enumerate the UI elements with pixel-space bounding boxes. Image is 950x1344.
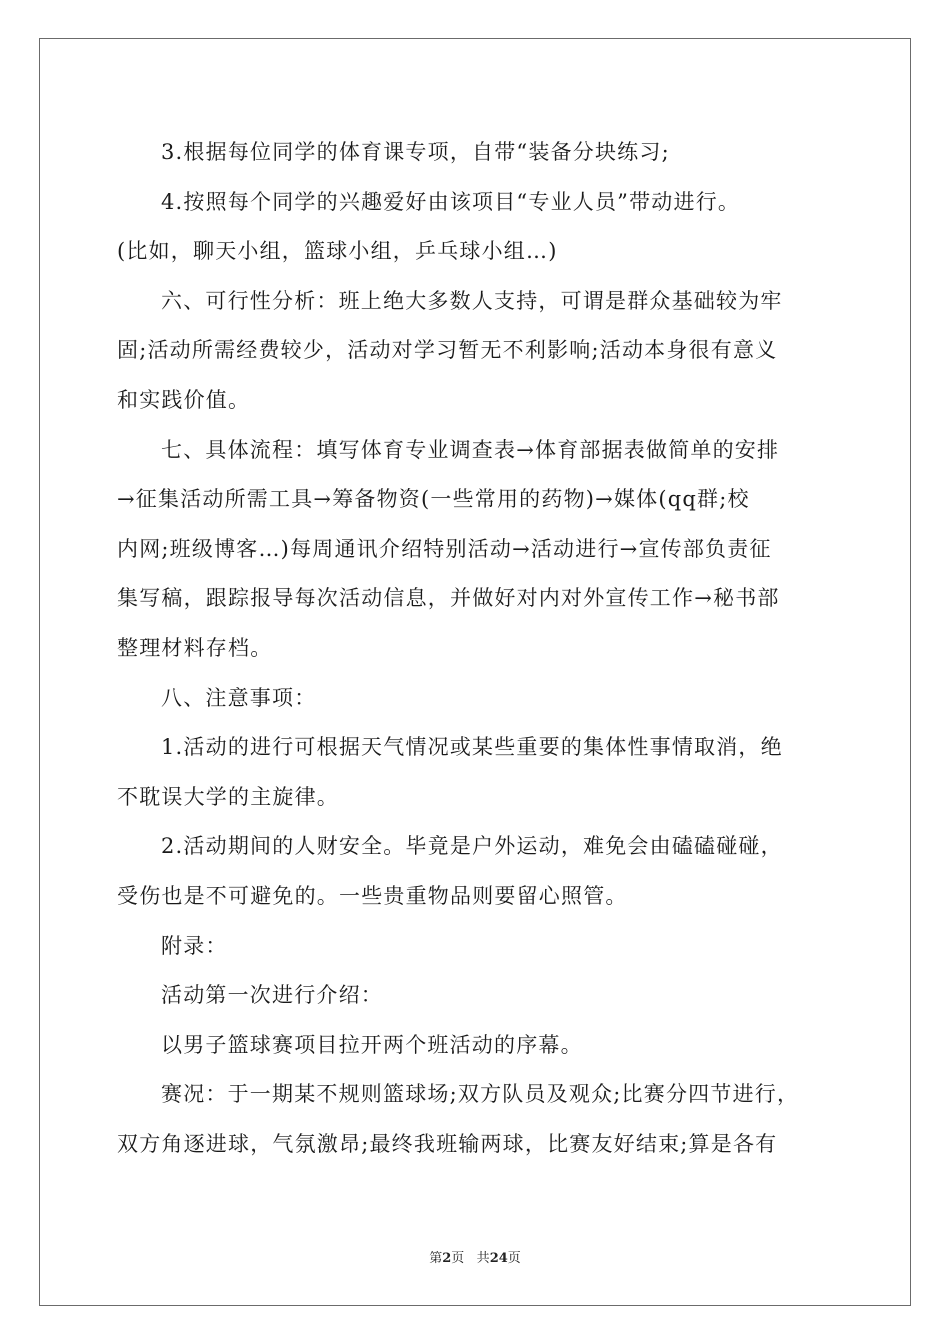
page-label-prefix: 第 <box>429 1251 443 1266</box>
current-page-number: 2 <box>442 1251 452 1266</box>
body-line: 不耽误大学的主旋律。 <box>117 784 339 809</box>
body-line: 3.根据每位同学的体育课专项，自带“装备分块练习; <box>161 140 670 164</box>
body-line: (比如，聊天小组，篮球小组，乒乓球小组…) <box>117 239 558 264</box>
body-line: 七、具体流程：填写体育专业调查表→体育部据表做简单的安排 <box>161 437 780 462</box>
body-line: 和实践价值。 <box>117 387 251 412</box>
body-line: 1.活动的进行可根据天气情况或某些重要的集体性事情取消，绝 <box>161 735 783 760</box>
total-page-count: 24 <box>489 1251 508 1266</box>
body-line: 受伤也是不可避免的。一些贵重物品则要留心照管。 <box>117 883 628 908</box>
body-line: 活动第一次进行介绍： <box>161 983 383 1008</box>
body-line: 六、可行性分析：班上绝大多数人支持，可谓是群众基础较为牢 <box>161 288 783 313</box>
total-label-prefix: 共 <box>476 1251 490 1266</box>
body-line: 2.活动期间的人财安全。毕竟是户外运动，难免会由磕磕碰碰， <box>161 834 783 859</box>
total-label-suffix: 页 <box>507 1251 521 1266</box>
body-line: 附录： <box>161 933 228 958</box>
page-footer <box>0 1247 950 1266</box>
body-line: 以男子篮球赛项目拉开两个班活动的序幕。 <box>161 1032 583 1057</box>
body-line: 双方角逐进球，气氛激昂;最终我班输两球，比赛友好结束;算是各有 <box>117 1131 778 1156</box>
body-line: 集写稿，跟踪报导每次活动信息，并做好对内对外宣传工作→秘书部 <box>117 586 780 611</box>
document-body <box>117 128 837 1169</box>
body-line: 整理材料存档。 <box>117 635 273 660</box>
body-line: 赛况：于一期某不规则篮球场;双方队员及观众;比赛分四节进行， <box>161 1082 800 1107</box>
body-line: 内网;班级博客…)每周通讯介绍特别活动→活动进行→宣传部负责征 <box>117 536 772 561</box>
page-label-suffix: 页 <box>451 1251 465 1266</box>
body-line: 八、注意事项： <box>161 685 317 710</box>
body-line: 固;活动所需经费较少，活动对学习暂无不利影响;活动本身很有意义 <box>117 338 778 363</box>
body-line: →征集活动所需工具→筹备物资(一些常用的药物)→媒体(qq群;校 <box>117 487 750 512</box>
body-line: 4.按照每个同学的兴趣爱好由该项目“专业人员”带动进行。 <box>161 189 741 214</box>
